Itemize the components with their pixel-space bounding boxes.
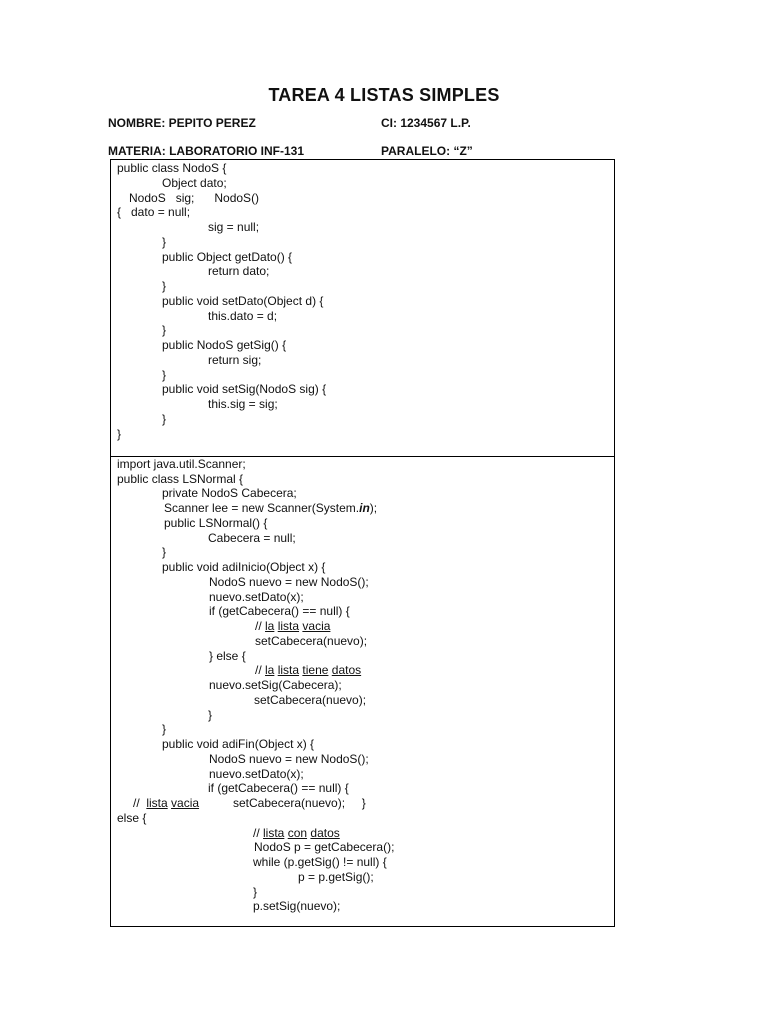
code-line: } [162,722,167,736]
code-line: public void adiFin(Object x) { [162,737,315,751]
code-line: } [117,427,122,441]
code-text: Scanner lee = new Scanner(System. [164,501,360,515]
code-line: } [253,885,258,899]
code-text: // [253,826,264,840]
code-text-underlined: datos [331,663,362,677]
code-comment [133,796,199,810]
code-text-underlined: lista [277,663,300,677]
code-line: } [162,545,167,559]
code-line: } [162,235,167,249]
code-line: NodoS p = getCabecera(); [254,840,395,854]
code-line: setCabecera(nuevo); [254,693,367,707]
code-line: NodoS nuevo = new NodoS(); [209,752,369,766]
code-line: } [162,412,167,426]
code-comment [255,663,361,677]
code-line: } [162,368,167,382]
code-text-underlined: lista [146,796,168,810]
code-line: setCabecera(nuevo); [255,634,368,648]
code-comment [255,619,330,633]
code-line: } [162,279,167,293]
code-line: public class LSNormal { [117,472,244,486]
code-line: while (p.getSig() != null) { [253,855,387,869]
code-line: private NodoS Cabecera; [162,486,297,500]
code-line: public LSNormal() { [164,516,268,530]
code-text-underlined: tiene [302,663,329,677]
code-line: return sig; [208,353,262,367]
code-line: public void setSig(NodoS sig) { [162,382,327,396]
code-text: // [133,796,147,810]
code-line: if (getCabecera() == null) { [209,604,350,618]
code-text: // [255,663,266,677]
code-line: public Object getDato() { [162,250,293,264]
code-line: nuevo.setSig(Cabecera); [209,678,342,692]
code-line: nuevo.setDato(x); [209,590,304,604]
code-text-underlined: lista [263,826,285,840]
student-ci: CI: 1234567 L.P. [381,116,471,130]
code-text-underlined: vacia [302,619,331,633]
code-line: p.setSig(nuevo); [253,899,341,913]
code-line: public void setDato(Object d) { [162,294,324,308]
code-line: this.dato = d; [208,309,278,323]
code-line: sig = null; [208,220,260,234]
code-line: } else { [209,649,246,663]
code-line: this.sig = sig; [208,397,278,411]
code-text: // [255,619,266,633]
code-line: } [162,323,167,337]
student-name: NOMBRE: PEPITO PEREZ [108,116,256,130]
code-line: else { [117,811,147,825]
code-line: return dato; [208,264,270,278]
code-text-underlined: datos [310,826,340,840]
code-line: public void adiInicio(Object x) { [162,560,326,574]
code-line [164,501,377,515]
code-line: p = p.getSig(); [298,870,374,884]
code-line: Object dato; [162,176,227,190]
code-comment [253,826,340,840]
code-line: NodoS nuevo = new NodoS(); [209,575,369,589]
code-line: public NodoS getSig() { [162,338,287,352]
document-title: TAREA 4 LISTAS SIMPLES [268,85,500,105]
code-line: if (getCabecera() == null) { [208,781,349,795]
code-line: } [208,708,213,722]
code-text-underlined: lista [277,619,300,633]
code-line: import java.util.Scanner; [117,457,246,471]
code-text: ); [369,501,378,515]
code-text-underlined: la [265,663,275,677]
course-section: PARALELO: “Z” [381,144,473,158]
code-line: NodoS sig; NodoS() [129,191,260,205]
code-text-underlined: con [287,826,308,840]
code-line: public class NodoS { [117,161,227,175]
code-line: { dato = null; [117,205,191,219]
course-name: MATERIA: LABORATORIO INF-131 [108,144,305,158]
code-box-nodos [110,159,615,457]
code-text-underlined: vacia [171,796,200,810]
code-text-underlined: la [265,619,275,633]
code-text-bold-italic: in [359,501,370,515]
code-box-lsnormal [110,456,615,927]
code-line: Cabecera = null; [208,531,296,545]
code-line: setCabecera(nuevo); } [233,796,366,810]
code-line: nuevo.setDato(x); [209,767,304,781]
